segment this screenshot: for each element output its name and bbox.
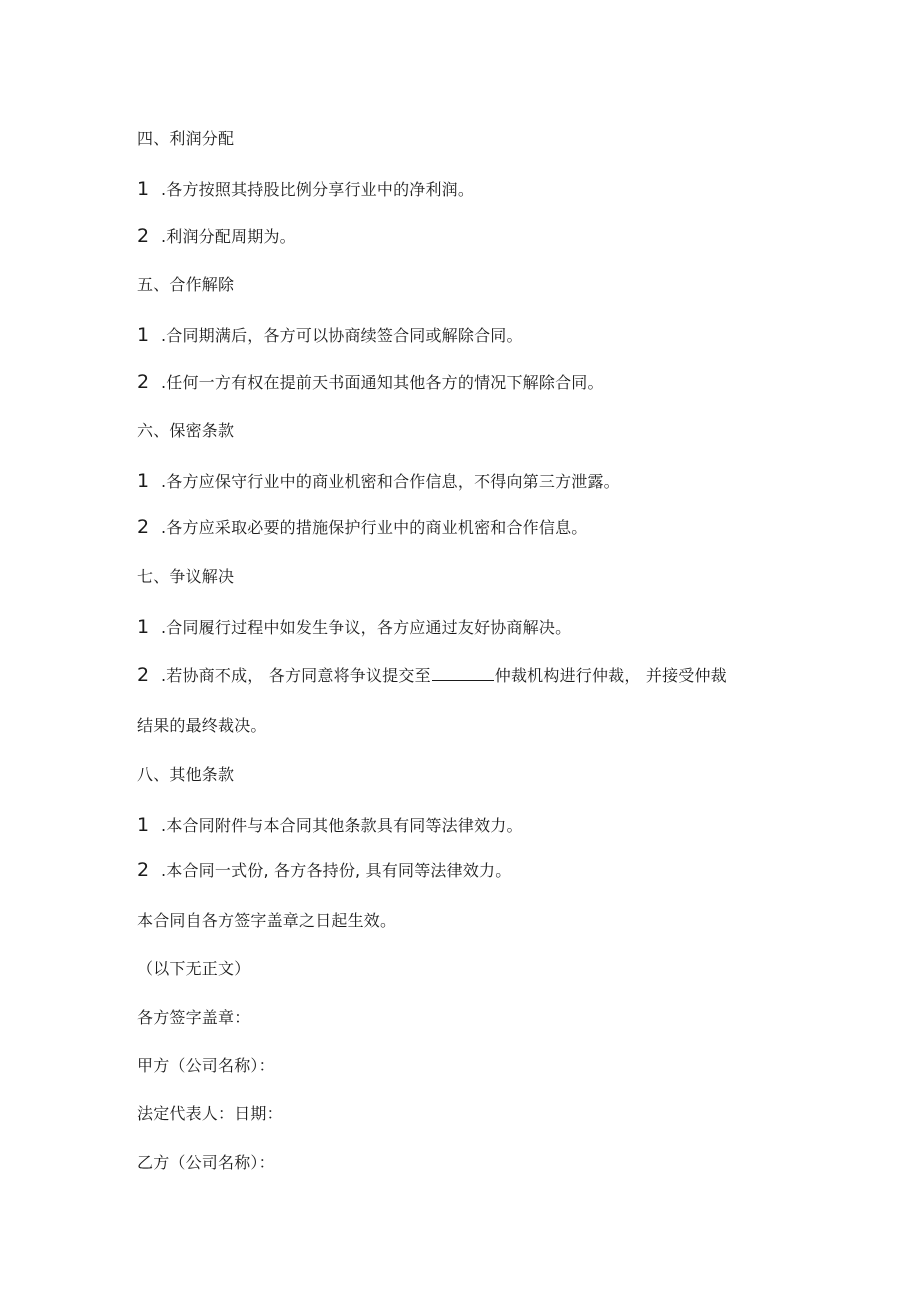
clause-text: .合同期满后，各方可以协商续签合同或解除合同。 xyxy=(161,326,523,345)
clause-8-2 xyxy=(137,859,511,882)
legal-representative-date-line: 法定代表人：日期： xyxy=(137,1104,283,1123)
no-text-below-note: （以下无正文） xyxy=(137,959,251,978)
clause-6-1 xyxy=(137,470,620,493)
clause-number: 1 xyxy=(137,324,150,346)
clause-7-2-continuation: 结果的最终裁决。 xyxy=(137,716,267,735)
clause-text: .各方应采取必要的措施保护行业中的商业机密和合作信息。 xyxy=(161,518,588,537)
effective-statement: 本合同自各方签字盖章之日起生效。 xyxy=(137,911,397,930)
clause-number: 1 xyxy=(137,814,150,836)
clause-text: .合同履行过程中如发生争议，各方应通过友好协商解决。 xyxy=(161,618,572,637)
section-heading-termination: 五、合作解除 xyxy=(137,275,235,294)
clause-text: .各方按照其持股比例分享行业中的净利润。 xyxy=(161,180,475,199)
clause-7-1 xyxy=(137,616,571,639)
clause-4-1 xyxy=(137,178,474,201)
clause-number: 2 xyxy=(137,225,150,247)
section-heading-other-terms: 八、其他条款 xyxy=(137,765,235,784)
clause-6-2 xyxy=(137,516,588,539)
party-b-line: 乙方（公司名称）： xyxy=(137,1153,275,1172)
party-a-line: 甲方（公司名称）： xyxy=(137,1056,275,1075)
clause-text: .利润分配周期为。 xyxy=(161,227,296,246)
clause-number: 1 xyxy=(137,178,150,200)
section-heading-dispute-resolution: 七、争议解决 xyxy=(137,567,235,586)
signatures-label: 各方签字盖章： xyxy=(137,1008,251,1027)
clause-number: 2 xyxy=(137,371,150,393)
clause-text: .本合同附件与本合同其他条款具有同等法律效力。 xyxy=(161,816,523,835)
clause-text: .各方应保守行业中的商业机密和合作信息，不得向第三方泄露。 xyxy=(161,472,620,491)
clause-text: .任何一方有权在提前天书面通知其他各方的情况下解除合同。 xyxy=(161,373,604,392)
clause-8-1 xyxy=(137,814,523,837)
clause-5-2 xyxy=(137,371,604,394)
clause-text-before-blank: .若协商不成， 各方同意将争议提交至 xyxy=(161,666,431,685)
clause-number: 2 xyxy=(137,664,150,686)
fill-in-blank xyxy=(432,666,494,681)
section-heading-confidentiality: 六、保密条款 xyxy=(137,421,235,440)
section-heading-profit-distribution: 四、利润分配 xyxy=(137,129,235,148)
clause-text: .本合同一式份, 各方各持份, 具有同等法律效力。 xyxy=(161,861,512,880)
clause-number: 2 xyxy=(137,859,150,881)
clause-number: 2 xyxy=(137,516,150,538)
clause-7-2 xyxy=(137,664,727,687)
clause-4-2 xyxy=(137,225,296,248)
clause-number: 1 xyxy=(137,616,150,638)
clause-number: 1 xyxy=(137,470,150,492)
clause-5-1 xyxy=(137,324,523,347)
clause-text-after-blank: 仲裁机构进行仲裁， 并接受仲裁 xyxy=(494,666,727,685)
